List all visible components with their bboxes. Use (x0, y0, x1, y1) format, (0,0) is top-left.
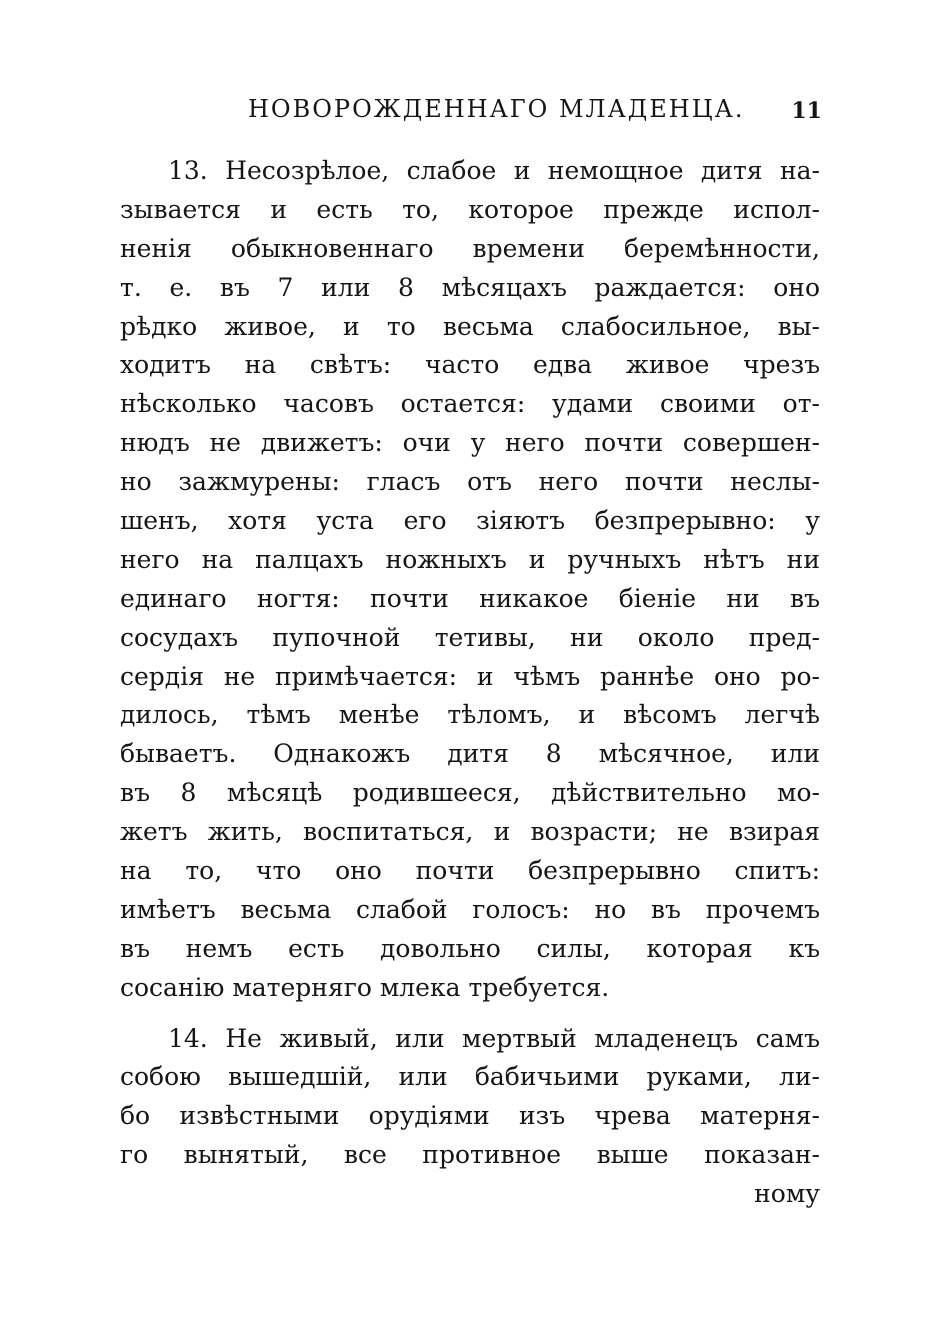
text-line: въ 8 мѣсяцѣ родившееся, дѣйствительно мо- (120, 778, 820, 808)
paragraph-13 (120, 152, 820, 1008)
text-line: рѣдко живое, и то весьма слабосильное, вы- (120, 311, 820, 341)
text-line: него на палцахъ ножныхъ и ручныхъ нѣтъ ни (120, 544, 820, 574)
page-header (122, 95, 822, 135)
text-line: ходитъ на свѣтъ: часто едва живое чрезъ (120, 350, 820, 380)
text-line: 13. Несозрѣлое, слабое и немощное дитя на- (168, 156, 820, 185)
text-line: дилось, тѣмъ менѣе тѣломъ, и вѣсомъ легчѣ (120, 700, 820, 730)
page-number: 11 (791, 98, 822, 124)
text-line: но зажмурены: гласъ отъ него почти неслы- (120, 467, 820, 497)
text-line: шенъ, хотя уста его зіяютъ безпрерывно: у (120, 506, 820, 536)
text-line: въ немъ есть довольно силы, которая къ (120, 933, 820, 963)
text-line: бываетъ. Однакожъ дитя 8 мѣсячное, или (120, 739, 820, 769)
catchword: ному (754, 1179, 820, 1209)
text-line: зывается и есть то, которое прежде испол- (120, 194, 820, 224)
text-line: сосудахъ пупочной тетивы, ни около пред- (120, 622, 820, 652)
text-line: на то, что оно почти безпрерывно спитъ: (120, 856, 820, 886)
text-line: сосанію матерняго млека требуется. (120, 972, 610, 1002)
text-line: 14. Не живый, или мертвый младенецъ самъ (168, 1023, 820, 1053)
body-text (120, 152, 820, 1214)
text-line: бо извѣстными орудіями изъ чрева матерня- (120, 1101, 820, 1131)
text-line: имѣетъ весьма слабой голосъ: но въ прочемъ (120, 894, 820, 924)
paragraph-14 (120, 1020, 820, 1214)
paragraph-gap (120, 1008, 820, 1020)
text-line: нѣсколько часовъ остается: удами своими от- (120, 389, 820, 419)
text-line: собою вышедшій, или бабичьими руками, ли- (120, 1062, 820, 1092)
text-line: жетъ жить, воспитаться, и возрасти; не взирая (120, 817, 820, 847)
text-line: т. е. въ 7 или 8 мѣсяцахъ раждается: оно (120, 272, 820, 302)
running-title: НОВОРОЖДЕННАГО МЛАДЕНЦА. (248, 95, 745, 123)
text-line: единаго ногтя: почти никакое біеніе ни въ (120, 583, 820, 613)
text-line: го вынятый, все противное выше показан- (120, 1140, 820, 1170)
text-line: сердія не примѣчается: и чѣмъ раннѣе оно ро- (120, 661, 820, 691)
text-line: нюдъ не движетъ: очи у него почти совершен- (120, 428, 820, 458)
text-line: ненія обыкновеннаго времени беремѣнности, (120, 233, 820, 263)
